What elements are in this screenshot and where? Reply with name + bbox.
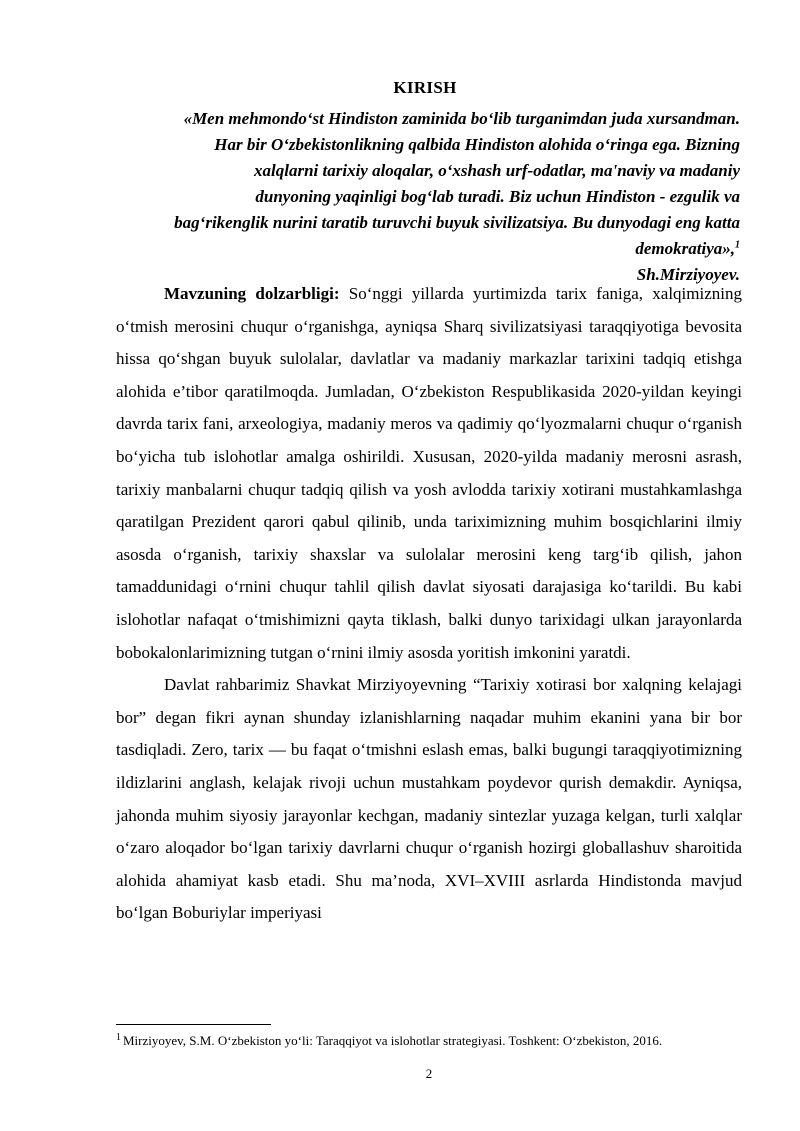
footnote-marker: 1	[116, 1031, 121, 1043]
paragraph	[116, 278, 742, 669]
paragraph-lead: Mavzuning dolzarbligi:	[164, 284, 340, 303]
epigraph-line: «Men mehmondo‘st Hindiston zaminida bo‘lib turganimdan juda xursandman.	[183, 109, 740, 128]
epigraph-line: bag‘rikenglik nurini taratib turuvchi buyuk sivilizatsiya. Bu dunyodagi eng katta	[174, 213, 740, 232]
footnote	[116, 1033, 756, 1049]
footnote-separator	[116, 1024, 271, 1025]
paragraph-text: Davlat rahbarimiz Shavkat Mirziyoyevning “Tarixiy xotirasi bor xalqning kelajagi bor” degan fikri aynan shunday izlanishlarning naqadar muhim ekanini yana bir bor tasdiqladi. Zero, tarix — bu faqat o‘tmishni eslash emas, balki bugungi taraqqiyotimizning ildizlarini anglash, kelajak rivoji uchun mustahkam poydevor qurish demakdir. Ayniqsa, jahonda muhim siyosiy jarayonlar kechgan, madaniy sintezlar yuzaga kelgan, turli xalqlar o‘zaro aloqador bo‘lgan tarixiy davrlarni chuqur o‘rganish hozirgi globallashuv sharoitida alohida ahamiyat kasb etadi. Shu ma’noda, XVI–XVIII asrlarda Hindistonda mavjud bo‘lgan Boburiylar imperiyasi	[116, 675, 742, 923]
epigraph-line: xalqlarni tarixiy aloqalar, o‘xshash urf-odatlar, ma'naviy va madaniy	[254, 161, 740, 180]
footnote-reference[interactable]: 1	[735, 239, 740, 251]
epigraph-line: Har bir O‘zbekistonlikning qalbida Hindiston alohida o‘ringa ega. Bizning	[214, 135, 740, 154]
page-number: 2	[425, 1066, 433, 1081]
epigraph-line: dunyoning yaqinligi bog‘lab turadi. Biz uchun Hindiston - ezgulik va	[255, 187, 740, 206]
epigraph-last-line	[112, 236, 740, 262]
paragraph-text: So‘nggi yillarda yurtimizda tarix faniga, xalqimizning o‘tmish merosini chuqur o‘rganishga, ayniqsa Sharq sivilizatsiyasi taraqqiyotiga bevosita hissa qo‘shgan buyuk sulolalar, davlatlar va madaniy markazlar tarixini tadqiq etishga alohida e’tibor qaratilmoqda. Jumladan, O‘zbekiston Respublikasida 2020-yildan keyingi davrda tarix fani, arxeologiya, madaniy meros va qadimiy qo‘lyozmalarni chuqur o‘rganish bo‘yicha tub islohotlar amalga oshirildi. Xususan, 2020-yilda madaniy merosni asrash, tarixiy manbalarni chuqur tadqiq qilish va yosh avlodda tarixiy xotirani mustahkamlashga qaratilgan Prezident qarori qabul qilinib, unda tariximizning muhim bosqichlarini ilmiy asosda o‘rganish, tarixiy shaxslar va sulolalar merosini keng targ‘ib qilish, jahon tamaddunidagi o‘rnini chuqur tahlil qilish davlat siyosati darajasiga ko‘tarildi. Bu kabi islohotlar nafaqat o‘tmishimizni qayta tiklash, balki dunyo tarixidagi ulkan jarayonlarda bobokalonlarimizning tutgan o‘rnini ilmiy asosda yoritish imkonini yaratdi.	[116, 284, 742, 662]
paragraph	[116, 669, 742, 930]
epigraph-author: Sh.Mirziyoyev.	[636, 265, 740, 284]
section-heading: KIRISH	[393, 78, 457, 97]
footnote-text: Mirziyoyev, S.M. O‘zbekiston yo‘li: Taraqqiyot va islohotlar strategiyasi. Toshkent: O‘zbekiston, 2016.	[123, 1033, 663, 1048]
epigraph-line: demokratiya»,	[635, 239, 735, 258]
body-text	[116, 278, 742, 930]
epigraph-quote	[112, 106, 740, 288]
